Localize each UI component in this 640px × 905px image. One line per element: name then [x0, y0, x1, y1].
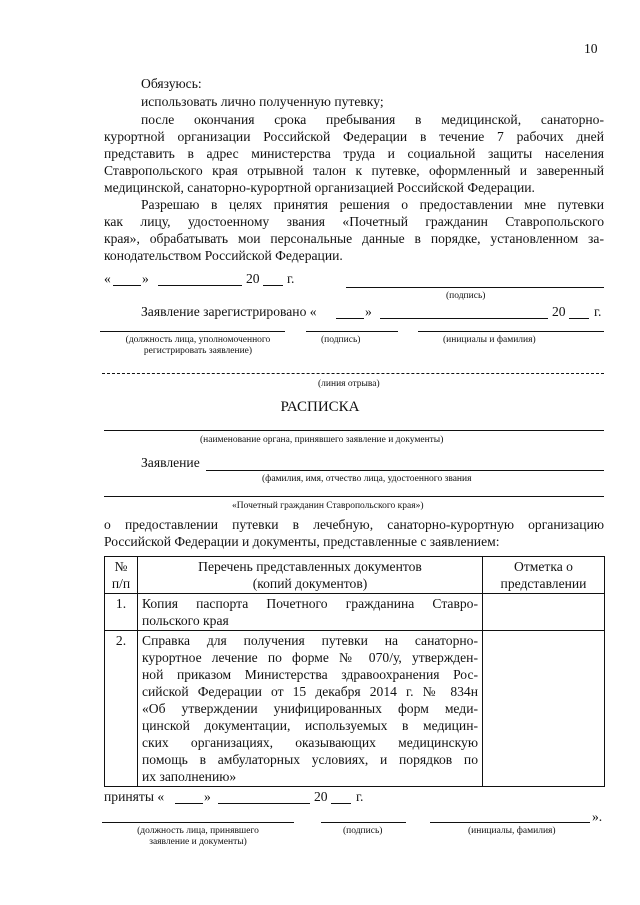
row-document — [138, 631, 483, 787]
accepted-label: приняты « — [104, 789, 165, 804]
registered-close-quote: » — [365, 304, 372, 319]
row-line: курортное лечение по форме № 070/у, утвержден- — [142, 650, 478, 665]
date-open-quote: « — [104, 271, 111, 286]
consent-line: как лицу, удостоенному звания «Почетный гражданин Ставропольского — [104, 214, 604, 229]
title-caption: «Почетный гражданин Ставропольского края») — [232, 501, 424, 511]
registrar-name-caption: (инициалы и фамилия) — [443, 335, 536, 345]
row-line: Справка для получения путевки на санаторно- — [142, 633, 478, 648]
authority-line[interactable] — [104, 430, 604, 431]
accepted-year-prefix: 20 — [314, 789, 328, 804]
consent-line: Разрешаю в целях принятия решения о предоставлении мне путевки — [141, 197, 604, 212]
date-month-blank[interactable] — [158, 285, 242, 286]
header-text: № — [114, 559, 128, 574]
application-label: Заявление — [141, 455, 200, 470]
header-text: Отметка о — [514, 559, 573, 574]
caption-line: (должность лица, принявшего — [137, 826, 259, 836]
row-line: цинской документации, используемых в медицин- — [142, 718, 478, 733]
caption-line: регистрировать заявление) — [143, 346, 253, 356]
tear-line — [102, 373, 604, 374]
header-mark — [483, 557, 605, 594]
signature-caption: (подпись) — [446, 291, 486, 301]
row-line: «Об утверждении унифицированных форм меди- — [142, 701, 478, 716]
accepted-year-blank[interactable] — [331, 803, 351, 804]
pledge-line: после окончания срока пребывания в медицинской, санаторно- — [141, 112, 604, 127]
fio-caption: (фамилия, имя, отчество лица, удостоенного звания — [262, 474, 472, 484]
accepted-g: г. — [356, 789, 364, 804]
acceptor-name-caption: (инициалы, фамилия) — [468, 826, 556, 836]
consent-paragraph — [104, 196, 604, 264]
header-text: (копий документов) — [252, 576, 368, 591]
row-line: Копия паспорта Почетного гражданина Ставро- — [142, 596, 478, 611]
acceptor-position-caption — [100, 826, 296, 848]
pledge-paragraph — [104, 111, 604, 196]
pledge-line: Ставропольского края отрывной талон к путевке, оформленный и заверенный — [104, 163, 604, 178]
registered-year-prefix: 20 — [552, 304, 566, 319]
tear-line-caption: (линия отрыва) — [318, 379, 380, 389]
registrar-position-caption — [98, 335, 298, 357]
applicant-signature-line[interactable] — [346, 287, 604, 288]
applicant-fio-line[interactable] — [206, 470, 604, 471]
consent-line: конодательством Российской Федерации. — [104, 248, 343, 263]
page-number: 10 — [584, 41, 598, 56]
date-close-quote: » — [142, 271, 149, 286]
pledge-line: представить в адрес министерства труда и социальной защиты населения — [104, 146, 604, 161]
caption-line: (должность лица, уполномоченного — [125, 335, 271, 345]
table-header-row — [105, 557, 605, 594]
pledge-line: курортной организации Российской Федерации в течение 7 рабочих дней — [104, 129, 604, 144]
authority-caption: (наименование органа, принявшего заявление и документы) — [200, 435, 444, 445]
row-num: 2. — [105, 631, 138, 787]
receipt-title: РАСПИСКА — [280, 399, 360, 415]
acceptor-name-line[interactable] — [430, 822, 590, 823]
header-text: представлении — [500, 576, 587, 591]
acceptor-position-line[interactable] — [102, 822, 294, 823]
pledge-heading: Обязуюсь: — [141, 76, 202, 91]
header-num — [105, 557, 138, 594]
header-documents — [138, 557, 483, 594]
row-num: 1. — [105, 594, 138, 631]
consent-line: края», обрабатывать мои персональные данные в порядке, установленном за- — [104, 231, 604, 246]
header-text: Перечень представленных документов — [198, 559, 422, 574]
registered-year-blank[interactable] — [569, 318, 589, 319]
caption-line: заявление и документы) — [149, 837, 247, 847]
pledge-line: медицинской, санаторно-курортной организацией Российской Федерации. — [104, 180, 535, 195]
applicant-fio-line-2[interactable] — [104, 496, 604, 497]
accepted-end: ». — [592, 809, 603, 824]
registrar-name-line[interactable] — [418, 331, 604, 332]
date-day-blank[interactable] — [113, 285, 141, 286]
receipt-desc-line: о предоставлении путевки в лечебную, санаторно-курортную организацию — [104, 517, 604, 532]
row-line: сийской Федерации от 15 декабря 2014 г. № 834н — [142, 684, 478, 699]
accepted-day-blank[interactable] — [175, 803, 203, 804]
row-line: их заполнению» — [142, 769, 237, 784]
date-year-blank[interactable] — [263, 285, 283, 286]
receipt-description — [104, 516, 604, 550]
table-row — [105, 594, 605, 631]
date-year-prefix: 20 — [246, 271, 260, 286]
date-g: г. — [287, 271, 295, 286]
accepted-month-blank[interactable] — [218, 803, 310, 804]
accepted-close-quote: » — [204, 789, 211, 804]
table-row — [105, 631, 605, 787]
registrar-signature-caption: (подпись) — [321, 335, 361, 345]
row-line: ной приказом Министерства здравоохранения Рос- — [142, 667, 478, 682]
documents-table — [104, 556, 605, 787]
row-document — [138, 594, 483, 631]
registrar-position-line[interactable] — [100, 331, 285, 332]
row-line: польского края — [142, 613, 229, 628]
registrar-signature-line[interactable] — [306, 331, 398, 332]
pledge-item-1: использовать лично полученную путевку; — [141, 94, 384, 109]
row-line: ских организациях, оказывающих медицинскую — [142, 735, 478, 750]
row-mark-cell[interactable] — [483, 631, 605, 787]
registered-day-blank[interactable] — [336, 318, 364, 319]
registered-g: г. — [594, 304, 602, 319]
header-text: п/п — [111, 576, 131, 591]
receipt-desc-line: Российской Федерации и документы, представленные с заявлением: — [104, 534, 500, 549]
registered-label: Заявление зарегистрировано « — [141, 304, 317, 319]
acceptor-signature-line[interactable] — [321, 822, 406, 823]
row-mark-cell[interactable] — [483, 594, 605, 631]
row-line: помощь в амбулаторных условиях, и порядков по — [142, 752, 478, 767]
registered-month-blank[interactable] — [380, 318, 548, 319]
acceptor-signature-caption: (подпись) — [343, 826, 383, 836]
